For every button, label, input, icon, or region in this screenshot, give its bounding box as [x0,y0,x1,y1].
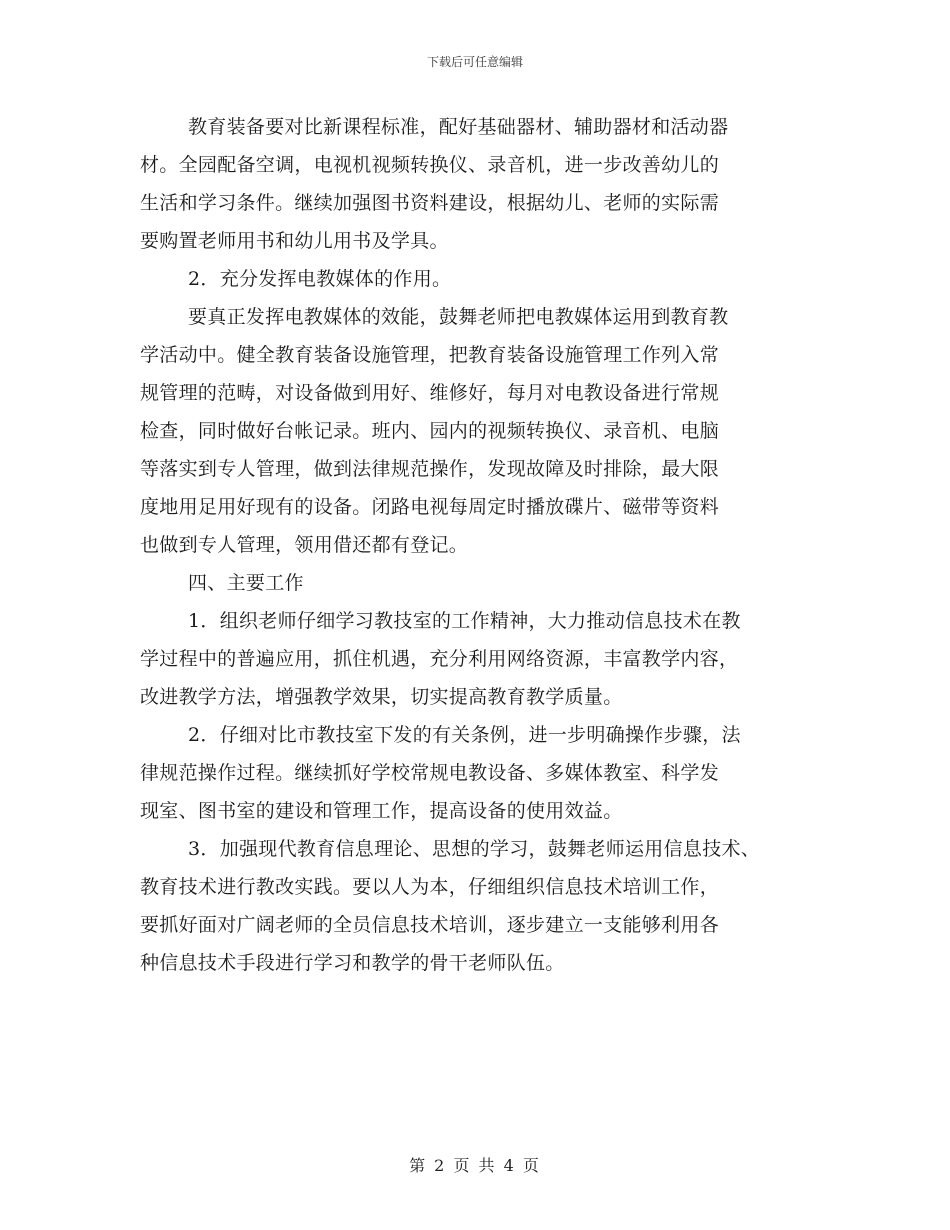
page-header: 下载后可任意编辑 [426,55,523,69]
section-heading: 四、主要工作 [188,572,304,594]
text-line: 规管理的范畴，对设备做到用好、维修好，每月对电教设备进行常规 [140,382,720,404]
text-line: 生活和学习条件。继续加强图书资料建设，根据幼儿、老师的实际需 [140,192,720,214]
text-line: 2．仔细对比市教技室下发的有关条例，进一步明确操作步骤，法 [188,724,741,746]
text-line: 改进教学方法，增强教学效果，切实提高教育教学质量。 [140,686,623,708]
text-line: 学过程中的普遍应用，抓住机遇，充分利用网络资源，丰富教学内容， [140,648,739,670]
text-line: 现室、图书室的建设和管理工作，提高设备的使用效益。 [140,800,623,822]
page-number: 第 2 页 共 4 页 [409,1156,541,1175]
text-line: 要购置老师用书和幼儿用书及学具。 [140,230,449,252]
text-line: 也做到专人管理，领用借还都有登记。 [140,534,469,556]
text-line: 律规范操作过程。继续抓好学校常规电教设备、多媒体教室、科学发 [140,762,720,784]
text-line: 学活动中。健全教育装备设施管理，把教育装备设施管理工作列入常 [140,344,720,366]
text-line: 等落实到专人管理，做到法律规范操作，发现故障及时排除，最大限 [140,458,720,480]
text-line: 要真正发挥电教媒体的效能，鼓舞老师把电教媒体运用到教育教 [188,306,729,328]
text-line: 教育技术进行教改实践。要以人为本，仔细组织信息技术培训工作， [140,876,720,898]
text-line: 1．组织老师仔细学习教技室的工作精神，大力推动信息技术在教 [188,610,741,632]
section-heading: 2．充分发挥电教媒体的作用。 [188,268,452,290]
text-line: 要抓好面对广阔老师的全员信息技术培训，逐步建立一支能够利用各 [140,914,720,936]
text-line: 材。全园配备空调，电视机视频转换仪、录音机，进一步改善幼儿的 [140,154,720,176]
text-line: 种信息技术手段进行学习和教学的骨干老师队伍。 [140,952,565,974]
text-line: 3．加强现代教育信息理论、思想的学习，鼓舞老师运用信息技术、 [188,838,761,860]
text-line: 检查，同时做好台帐记录。班内、园内的视频转换仪、录音机、电脑 [140,420,720,442]
text-line: 度地用足用好现有的设备。闭路电视每周定时播放碟片、磁带等资料 [140,496,720,518]
text-line: 教育装备要对比新课程标准，配好基础器材、辅助器材和活动器 [188,116,729,138]
